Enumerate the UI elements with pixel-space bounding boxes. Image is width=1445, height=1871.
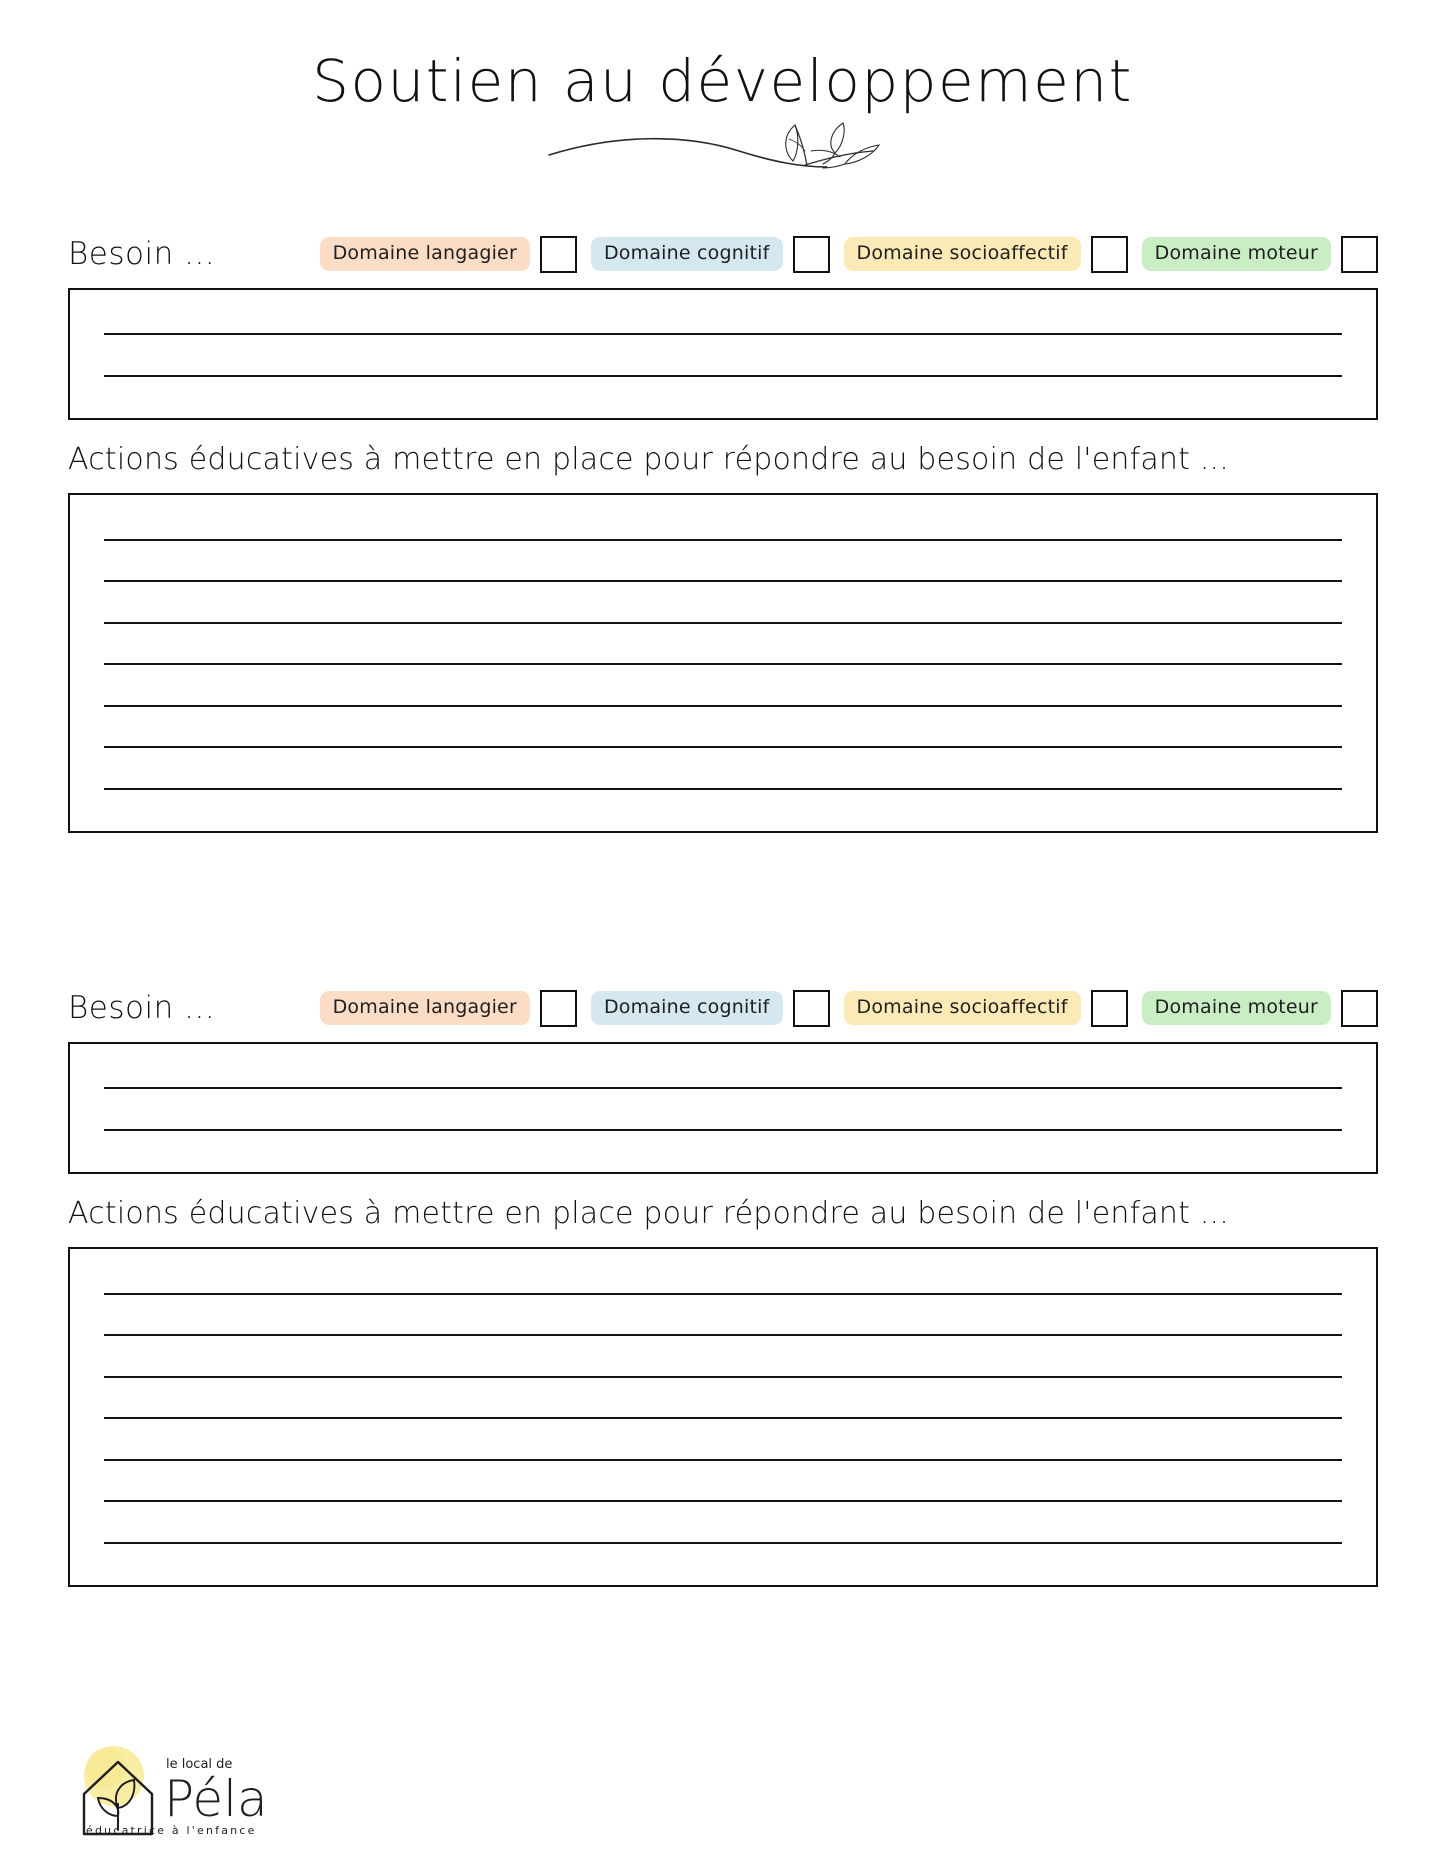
rule-line — [104, 1129, 1342, 1131]
section-1 — [68, 232, 1378, 833]
domain-checkbox-cognitif[interactable] — [793, 236, 830, 273]
rule-lines — [104, 1044, 1342, 1172]
besoin-textbox[interactable] — [68, 1042, 1378, 1174]
domain-item-langagier — [320, 236, 591, 273]
logo-name: Péla — [164, 1770, 268, 1828]
domain-item-cognitif — [591, 990, 844, 1027]
rule-line — [104, 705, 1342, 707]
domain-tag-cognitif: Domaine cognitif — [591, 991, 783, 1025]
logo-pre-text: le local de — [166, 1757, 233, 1772]
besoin-textbox[interactable] — [68, 288, 1378, 420]
rule-line — [104, 539, 1342, 541]
rule-line — [104, 1334, 1342, 1336]
domain-item-cognitif — [591, 236, 844, 273]
page-title: Soutien au développement — [312, 47, 1133, 115]
domain-checkbox-socioaffectif[interactable] — [1091, 236, 1128, 273]
rule-line — [104, 1417, 1342, 1419]
rule-line — [104, 1542, 1342, 1544]
rule-line — [104, 1500, 1342, 1502]
domain-checkbox-socioaffectif[interactable] — [1091, 990, 1128, 1027]
domain-tag-socioaffectif: Domaine socioaffectif — [844, 237, 1081, 271]
rule-line — [104, 1376, 1342, 1378]
rule-line — [104, 1293, 1342, 1295]
rule-line — [104, 1087, 1342, 1089]
rule-line — [104, 663, 1342, 665]
domain-checkbox-cognitif[interactable] — [793, 990, 830, 1027]
logo-tagline: éducatrice à l'enfance — [86, 1824, 257, 1837]
domain-tag-moteur: Domaine moteur — [1142, 237, 1331, 271]
domain-tag-langagier: Domaine langagier — [320, 237, 530, 271]
domain-checkbox-moteur[interactable] — [1341, 990, 1378, 1027]
rule-lines — [104, 1249, 1342, 1585]
domain-item-moteur — [1142, 990, 1378, 1027]
domain-tag-langagier: Domaine langagier — [320, 991, 530, 1025]
domain-tag-socioaffectif: Domaine socioaffectif — [844, 991, 1081, 1025]
actions-textbox[interactable] — [68, 493, 1378, 833]
besoin-label: Besoin ... — [68, 990, 216, 1026]
domain-checkbox-moteur[interactable] — [1341, 236, 1378, 273]
actions-heading: Actions éducatives à mettre en place pour répondre au besoin de l'enfant ... — [68, 442, 1230, 477]
rule-line — [104, 746, 1342, 748]
rule-line — [104, 333, 1342, 335]
besoin-row — [68, 232, 1378, 276]
rule-line — [104, 375, 1342, 377]
domain-checklist — [318, 990, 1378, 1027]
rule-line — [104, 1459, 1342, 1461]
domain-checkbox-langagier[interactable] — [540, 990, 577, 1027]
domain-item-socioaffectif — [844, 990, 1142, 1027]
rule-line — [104, 788, 1342, 790]
domain-checklist — [318, 236, 1378, 273]
besoin-row — [68, 986, 1378, 1030]
rule-line — [104, 622, 1342, 624]
domain-item-moteur — [1142, 236, 1378, 273]
actions-heading: Actions éducatives à mettre en place pour répondre au besoin de l'enfant ... — [68, 1196, 1230, 1231]
domain-item-socioaffectif — [844, 236, 1142, 273]
leaf-branch-divider-icon — [0, 111, 1445, 173]
domain-item-langagier — [320, 990, 591, 1027]
domain-tag-moteur: Domaine moteur — [1142, 991, 1331, 1025]
rule-line — [104, 580, 1342, 582]
domain-tag-cognitif: Domaine cognitif — [591, 237, 783, 271]
domain-checkbox-langagier[interactable] — [540, 236, 577, 273]
besoin-label: Besoin ... — [68, 236, 216, 272]
actions-textbox[interactable] — [68, 1247, 1378, 1587]
section-2 — [68, 986, 1378, 1587]
rule-lines — [104, 290, 1342, 418]
brand-logo — [62, 1742, 322, 1852]
rule-lines — [104, 495, 1342, 831]
title-block — [0, 48, 1445, 173]
